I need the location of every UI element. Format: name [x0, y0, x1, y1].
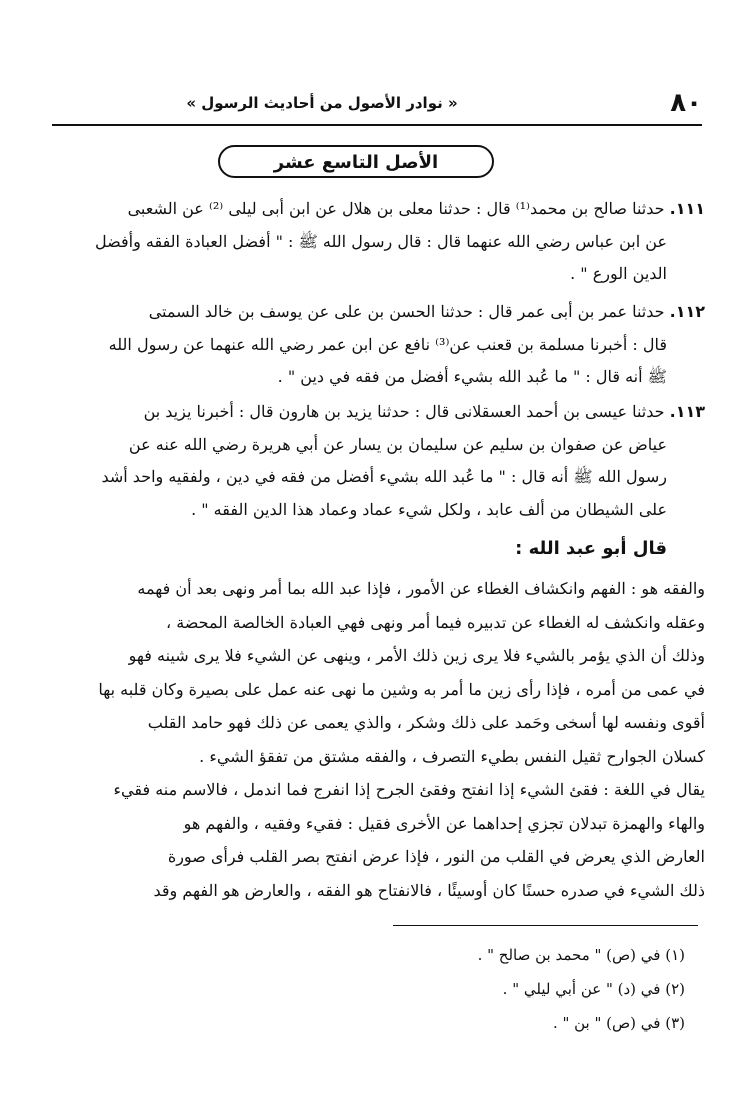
footnote: (٣) في (ص) " بن " . — [552, 1014, 685, 1032]
hadith-text: حدثنا عمر بن أبى عمر قال : حدثنا الحسن بن على عن يوسف بن خالد السمتى — [148, 302, 665, 321]
running-title: « نوادر الأصول من أحاديث الرسول » — [186, 94, 458, 112]
hadith-line: الدين الورع " . — [570, 264, 667, 283]
hadith-line: قال : أخبرنا مسلمة بن قعنب عن⁽³⁾ نافع عن ابن عمر رضي الله عنهما عن رسول الله — [108, 334, 667, 354]
commentary-line: العارض الذي يعرض في القلب من النور ، فإذا عرض انفتح بصر القلب فرأى صورة — [167, 847, 705, 866]
footnote: (١) في (ص) " محمد بن صالح " . — [477, 946, 685, 964]
commentary-line: يقال في اللغة : فقئ الشيء إذا انفتح وفقئ الجرح إذا انفرج فما اندمل ، فالاسم منه فقيء — [113, 780, 705, 799]
commentary-line: أقوى ونفسه لها أسخى وحَمد على ذلك وشكر ، والذي يعمى عن ذلك فهو حامد القلب — [147, 713, 705, 732]
hadith-text: حدثنا عيسى بن أحمد العسقلانى قال : حدثنا يزيد بن هارون قال : أخبرنا يزيد بن — [143, 402, 665, 421]
hadith-number: ١١١. — [669, 199, 705, 218]
hadith-112 — [50, 296, 705, 394]
footnote: (٢) في (د) " عن أبي ليلي " . — [502, 980, 685, 998]
footnote-rule — [393, 925, 698, 926]
commentary-line: في عمى من أمره ، فإذا رأى زين ما أمر به وشين ما نهى عنه عمل على بصيرة وكان قلبه بها — [98, 679, 705, 699]
header-rule — [52, 124, 702, 126]
commentary-line: وذلك أن الذي يؤمر بالشيء فلا يرى زين ذلك الأمر ، وينهى عن الشيء فلا يرى شينه فهو — [128, 646, 705, 665]
commentary-line: والفقه هو : الفهم وانكشاف الغطاء عن الأمور ، فإذا عبد الله بما أمر ونهى بعد أن فهمه — [137, 579, 705, 598]
hadith-line: عياض عن صفوان بن سليم عن سليمان بن يسار عن أبي هريرة رضي الله عنه عن — [128, 434, 667, 454]
hadith-number: ١١٣. — [669, 402, 705, 421]
hadith-111 — [50, 193, 705, 291]
subheading: قال أبو عبد الله : — [515, 538, 667, 559]
commentary-line: كسلان الجوارح ثقيل النفس بطيء التصرف ، والفقه مشتق من تفقؤ الشيء . — [199, 746, 705, 766]
chapter-title: الأصل التاسع عشر — [218, 145, 494, 178]
hadith-text: حدثنا صالح بن محمد⁽¹⁾ قال : حدثنا معلى بن هلال عن ابن أبى ليلى ⁽²⁾ عن الشعبى — [127, 199, 665, 218]
commentary-line: وعقله وانكشف له الغطاء عن تدبيره فيما أمر ونهى فهي العبادة الخالصة المحضة ، — [165, 612, 705, 632]
hadith-line: ﷺ أنه قال : " ما عُبد الله بشيء أفضل من فقه في دين " . — [277, 367, 667, 386]
commentary-line: والهاء والهمزة تبدلان تجزي إحداهما عن الأخرى فقيل : فقيء وفقيه ، والفهم هو — [183, 813, 705, 833]
page-number: ٨٠ — [670, 88, 702, 118]
hadith-line — [50, 193, 705, 226]
hadith-line — [50, 296, 705, 329]
footnotes — [285, 938, 685, 1040]
hadith-line — [50, 396, 705, 429]
running-header — [52, 88, 702, 118]
hadith-line: رسول الله ﷺ أنه قال : " ما عُبد الله بشيء أفضل من فقه في دين ، ولفقيه واحد أشد — [101, 467, 667, 486]
commentary-line: ذلك الشيء في صدره حسنًا كان أوسيئًا ، فالانفتاح هو الفقه ، والعارض هو الفهم وقد — [153, 880, 705, 900]
hadith-line: عن ابن عباس رضي الله عنهما قال : قال رسول الله ﷺ : " أفضل العبادة الفقه وأفضل — [95, 231, 667, 251]
commentary — [50, 572, 705, 907]
hadith-number: ١١٢. — [669, 302, 705, 321]
hadith-line: على الشيطان من ألف عابد ، ولكل شيء عماد وعماد هذا الدين الفقه " . — [191, 499, 667, 519]
hadith-113 — [50, 396, 705, 526]
